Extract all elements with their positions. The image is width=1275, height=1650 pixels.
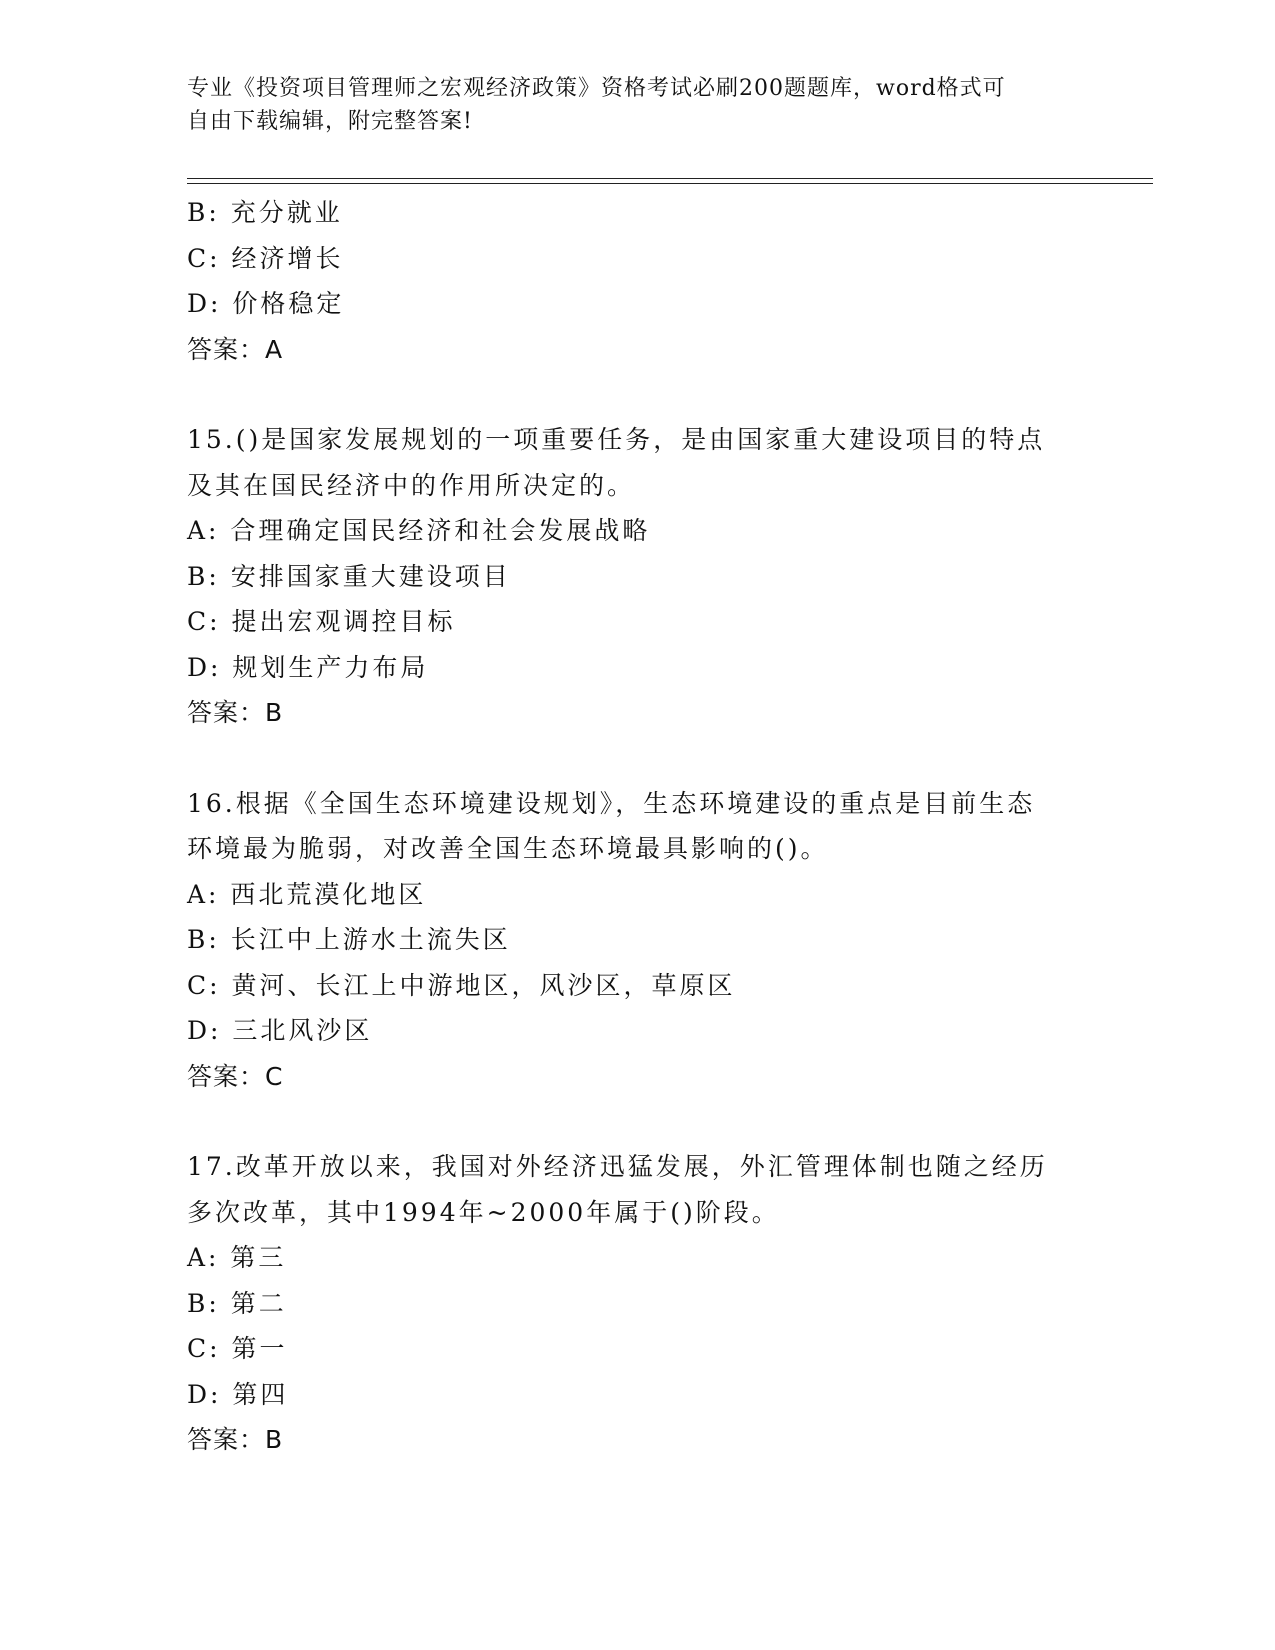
answer: 答案：A (187, 334, 284, 364)
page-header: 专业《投资项目管理师之宏观经济政策》资格考试必刷200题题库，word格式可 自由下载编辑，附完整答案! (187, 76, 1006, 134)
option-a: A: 合理确定国民经济和社会发展战略 (187, 516, 651, 545)
option-c: C: 第一 (187, 1334, 288, 1363)
option-c: C: 经济增长 (187, 243, 344, 273)
question-stem-line: 15.()是国家发展规划的一项重要任务，是由国家重大建设项目的特点 (187, 425, 1046, 454)
option-d: D: 价格稳定 (187, 289, 345, 318)
option-b: B: 安排国家重大建设项目 (187, 561, 511, 591)
answer: 答案：C (187, 1061, 284, 1091)
question-stem-line: 及其在国民经济中的作用所决定的。 (187, 470, 636, 500)
question-stem-line: 环境最为脆弱，对改善全国生态环境最具影响的()。 (187, 834, 829, 863)
option-b: B: 充分就业 (187, 198, 343, 227)
question-list (187, 190, 1087, 1463)
option-c: C: 黄河、长江上中游地区，风沙区，草原区 (187, 970, 736, 1000)
option-a: A: 第三 (187, 1243, 287, 1272)
header-rule-bottom (187, 183, 1153, 184)
question-17 (187, 1144, 1087, 1463)
option-b: B: 长江中上游水土流失区 (187, 925, 511, 954)
option-d: D: 规划生产力布局 (187, 652, 429, 682)
option-d: D: 三北风沙区 (187, 1016, 373, 1045)
option-c: C: 提出宏观调控目标 (187, 607, 456, 636)
answer: 答案：B (187, 1425, 284, 1454)
question-partial (187, 190, 1087, 372)
option-d: D: 第四 (187, 1379, 289, 1409)
question-15 (187, 417, 1087, 736)
question-stem-line: 17.改革开放以来，我国对外经济迅猛发展，外汇管理体制也随之经历 (187, 1152, 1048, 1181)
header-rule-top (187, 178, 1153, 179)
option-b: B: 第二 (187, 1288, 287, 1318)
question-stem-line: 16.根据《全国生态环境建设规划》，生态环境建设的重点是目前生态 (187, 788, 1036, 818)
question-16 (187, 781, 1087, 1100)
question-stem-line: 多次改革，其中1994年~2000年属于()阶段。 (187, 1197, 780, 1227)
option-a: A: 西北荒漠化地区 (187, 879, 427, 909)
answer: 答案：B (187, 698, 284, 727)
